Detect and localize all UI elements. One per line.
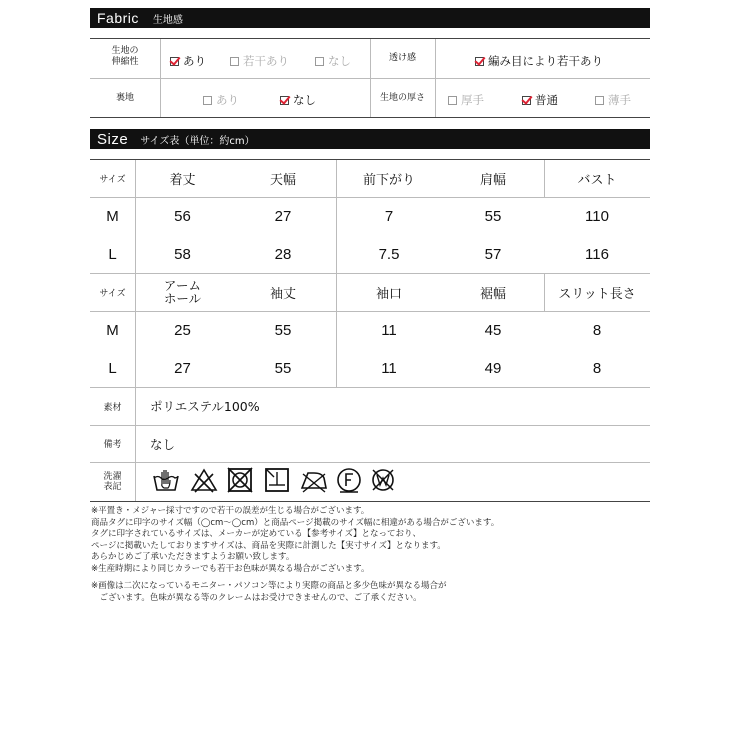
hand-wash-icon xyxy=(152,466,180,494)
lining-label: 裏地 xyxy=(115,93,134,103)
size-label-1: サイズ xyxy=(99,175,126,185)
note-line: タグに印字されているサイズは、メーカーが定めている【参考サイズ】となっており、 xyxy=(91,529,421,539)
table-cell: 110 xyxy=(585,207,609,225)
note-line: ※平置き・メジャー採寸ですので若干の誤差が生じる場合がございます。 xyxy=(91,506,370,516)
checkbox-checked-icon xyxy=(170,57,179,66)
table-cell: 11 xyxy=(381,359,397,377)
size-table xyxy=(90,159,650,502)
remarks-label: 備考 xyxy=(103,440,122,450)
stretch-option-slight: 若干あり xyxy=(230,53,289,69)
stretch-option-yes: あり xyxy=(170,53,206,69)
fabric-row-1 xyxy=(90,39,650,78)
no-wet-clean-icon xyxy=(370,466,398,494)
material-label: 素材 xyxy=(103,402,122,413)
line-dry-shade-icon xyxy=(263,466,291,494)
checkbox-empty-icon xyxy=(230,57,239,66)
table-cell: 11 xyxy=(381,321,397,339)
thickness-option-thin: 薄手 xyxy=(595,92,631,108)
thickness-option-thick: 厚手 xyxy=(448,92,484,108)
note-line: あらかじめご了承いただきますようお願い致します。 xyxy=(91,552,295,562)
fabric-title: Fabric xyxy=(97,10,139,26)
col-header-shoulder: 肩幅 xyxy=(479,173,506,188)
care-label: 洗濯 表記 xyxy=(103,471,122,492)
note-line: 商品タグに印字のサイズ幅（◯cm〜◯cm）と商品ページ掲載のサイズ幅に相違がある場合がございます。 xyxy=(91,517,500,528)
sheer-label: 透け感 xyxy=(388,53,416,63)
table-cell: 55 xyxy=(484,207,502,225)
note-line: ページに掲載いたしておりますサイズは、商品を実際に計測した【実寸サイズ】となります。 xyxy=(91,540,446,551)
table-cell: 116 xyxy=(585,245,609,263)
table-cell: 49 xyxy=(484,359,502,377)
table-cell: 27 xyxy=(274,207,292,225)
checkbox-empty-icon xyxy=(203,96,212,105)
dry-clean-f-icon xyxy=(336,466,364,494)
checkbox-empty-icon xyxy=(595,96,604,105)
col-header-front-drop: 前下がり xyxy=(362,173,415,188)
col-header-armhole: アーム ホール xyxy=(163,278,202,306)
col-header-neck-width: 天幅 xyxy=(269,173,296,188)
no-tumble-dry-icon xyxy=(226,466,254,494)
fabric-subtitle: 生地感 xyxy=(152,14,183,26)
fabric-row-2 xyxy=(90,78,650,118)
thickness-label: 生地の厚さ xyxy=(379,93,425,103)
lining-option-no: なし xyxy=(280,92,316,108)
col-header-hem-width: 裾幅 xyxy=(479,286,506,302)
col-header-bust: バスト xyxy=(577,173,617,188)
size-subtitle: サイズ表（単位：約cm） xyxy=(140,135,255,147)
note-line: ※生産時期により同じカラーでも若干お色味が異なる場合がございます。 xyxy=(91,563,370,574)
size-title: Size xyxy=(97,130,129,148)
no-bleach-icon xyxy=(190,466,218,494)
table-cell: 7.5 xyxy=(378,245,400,263)
table-cell: 45 xyxy=(484,321,502,339)
note-line: ございます。色味が異なる等のクレームはお受けできませんので、ご了承ください。 xyxy=(91,592,422,603)
size-m-label: M xyxy=(106,207,119,225)
checkbox-empty-icon xyxy=(315,57,324,66)
col-header-slit-length: スリット長さ xyxy=(558,286,636,302)
checkbox-empty-icon xyxy=(448,96,457,105)
size-l-label: L xyxy=(108,359,117,377)
size-l-label: L xyxy=(108,245,117,263)
size-section-header xyxy=(90,129,650,149)
table-cell: 58 xyxy=(174,245,191,263)
checkbox-checked-icon xyxy=(280,96,289,105)
table-cell: 27 xyxy=(174,359,191,377)
table-cell: 8 xyxy=(592,321,602,339)
remarks-value: なし xyxy=(150,436,176,452)
table-cell: 28 xyxy=(274,245,292,263)
checkbox-checked-icon xyxy=(475,57,484,66)
low-iron-icon xyxy=(300,466,328,494)
checkbox-checked-icon xyxy=(522,96,531,105)
table-cell: 55 xyxy=(274,321,292,339)
notes-block xyxy=(91,506,651,604)
table-cell: 56 xyxy=(174,207,191,225)
table-cell: 8 xyxy=(592,359,602,377)
fabric-table xyxy=(90,38,650,118)
material-value: ポリエステル100% xyxy=(150,399,260,414)
size-label-2: サイズ xyxy=(99,288,126,299)
table-cell: 55 xyxy=(274,359,292,377)
stretch-option-no: なし xyxy=(315,53,351,69)
table-cell: 57 xyxy=(484,245,502,263)
size-m-label: M xyxy=(106,321,119,339)
fabric-section-header xyxy=(90,8,650,28)
thickness-option-normal: 普通 xyxy=(522,92,558,108)
table-cell: 25 xyxy=(174,321,191,339)
sheer-option: 編み目により若干あり xyxy=(475,53,603,69)
note-line: ※画像は二次になっているモニター・パソコン等により実際の商品と多少色味が異なる場合が xyxy=(91,581,447,591)
lining-option-yes: あり xyxy=(203,92,239,108)
table-cell: 7 xyxy=(384,207,394,225)
col-header-sleeve-length: 袖丈 xyxy=(269,286,296,302)
col-header-length: 着丈 xyxy=(169,173,196,188)
col-header-cuff: 袖口 xyxy=(375,286,402,302)
stretch-label: 生地の 伸縮性 xyxy=(111,46,139,67)
